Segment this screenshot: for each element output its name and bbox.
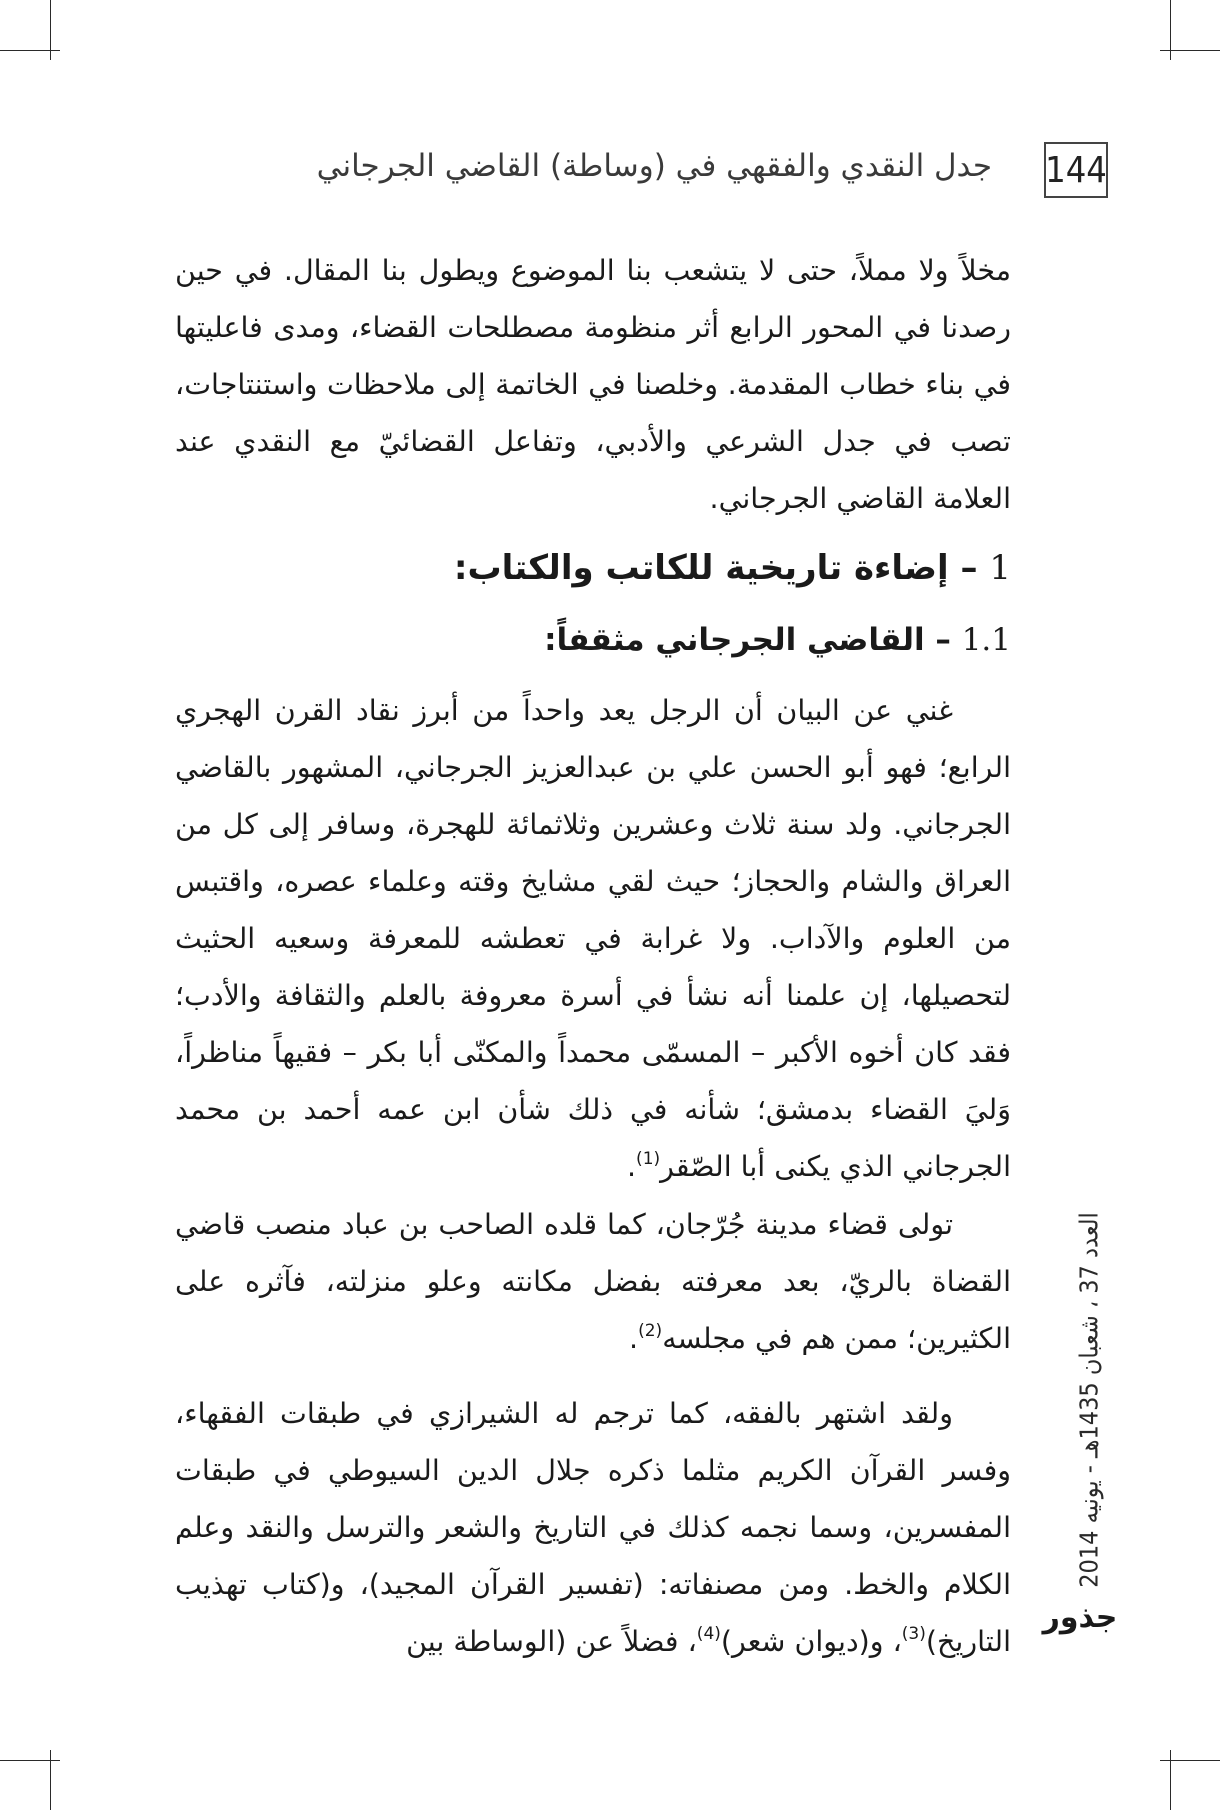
paragraph-1-end: . <box>626 1150 637 1183</box>
crop-mark <box>1160 1760 1220 1761</box>
paragraph-3-text-a: ولقد اشتهر بالفقه، كما ترجم له الشيرازي في طبقات الفقهاء، وفسر القرآن الكريم مثلما ذكره جلال الدين السيوطي في طبقات المفسرين، وسما نجمه كذلك في التاريخ والشعر والترسل والنقد وعلم الكلام والخط. ومن مصنفاته: (تفسير القرآن المجيد)، و(كتاب تهذيب التاريخ) <box>175 1397 1011 1658</box>
paragraph-1-block <box>175 682 1011 1195</box>
section-title: إضاءة تاريخية للكاتب والكتاب: <box>453 548 949 588</box>
intro-paragraph-block <box>175 242 1011 527</box>
section-heading: 1 – إضاءة تاريخية للكاتب والكتاب: <box>453 548 1011 588</box>
footnote-ref[interactable]: (4) <box>696 1624 721 1644</box>
paragraph-2-text: تولى قضاء مدينة جُرّجان، كما قلده الصاحب بن عباد منصب قاضي القضاة بالريّ، بعد معرفته بفضل مكانته وعلو منزلته، فآثره على الكثيرين؛ ممن هم في مجلسه <box>175 1208 1011 1355</box>
crop-mark <box>1160 50 1220 51</box>
paragraph-1 <box>175 682 1011 1195</box>
paragraph-3-block <box>175 1385 1011 1670</box>
paragraph-2-end: . <box>629 1322 639 1355</box>
subsection-heading: 1.1 – القاضي الجرجاني مثقفاً: <box>544 622 1011 658</box>
section-number: 1 <box>989 548 1011 588</box>
paragraph-2 <box>175 1196 1011 1367</box>
crop-mark <box>0 50 60 51</box>
subsection-title: القاضي الجرجاني مثقفاً: <box>544 622 925 658</box>
footnote-ref[interactable]: (3) <box>901 1624 926 1644</box>
crop-mark <box>50 0 51 60</box>
journal-logo: جذور <box>1042 1600 1118 1635</box>
paragraph-3-text-c: ، فضلاً عن (الوساطة بين <box>406 1625 697 1658</box>
footnote-ref[interactable]: (1) <box>636 1149 661 1169</box>
crop-mark <box>50 1750 51 1810</box>
paragraph-3-text-b: ، و(ديوان شعر) <box>720 1625 902 1658</box>
paragraph-1-text: غني عن البيان أن الرجل يعد واحداً من أبرز نقاد القرن الهجري الرابع؛ فهو أبو الحسن علي بن عبدالعزيز الجرجاني، المشهور بالقاضي الجرجاني. ولد سنة ثلاث وعشرين وثلاثمائة للهجرة، وسافر إلى كل من العراق والشام والحجاز؛ حيث لقي مشايخ وقته وعلماء عصره، واقتبس من العلوم والآداب. ولا غرابة في تعطشه للمعرفة وسعيه الحثيث لتحصيلها، إن علمنا أنه نشأ في أسرة معروفة بالعلم والثقافة والأدب؛ فقد كان أخوه الأكبر – المسمّى محمداً والمكنّى أبا بكر – فقيهاً مناظراً، وَليَ القضاء بدمشق؛ شأنه في ذلك شأن ابن عمه أحمد بن محمد الجرجاني الذي يكنى أبا الصّقر <box>175 694 1011 1183</box>
page-number: 144 <box>1044 142 1108 198</box>
issue-info: العدد 37 ، شعبان 1435هـ - يونيه 2014 <box>1074 1212 1104 1588</box>
running-title: جدل النقدي والفقهي في (وساطة) القاضي الجرجاني <box>316 148 992 184</box>
crop-mark <box>1170 1750 1171 1810</box>
paragraph-2-block <box>175 1196 1011 1367</box>
subsection-number: 1.1 <box>961 622 1011 658</box>
footnote-ref[interactable]: (2) <box>638 1321 663 1341</box>
intro-paragraph: مخلاً ولا مملاً، حتى لا يتشعب بنا الموضوع ويطول بنا المقال. في حين رصدنا في المحور الرابع أثر منظومة مصطلحات القضاء، ومدى فاعليتها في بناء خطاب المقدمة. وخلصنا في الخاتمة إلى ملاحظات واستنتاجات، تصب في جدل الشرعي والأدبي، وتفاعل القضائيّ مع النقدي عند العلامة القاضي الجرجاني. <box>175 254 1011 515</box>
crop-mark <box>0 1760 60 1761</box>
crop-mark <box>1170 0 1171 60</box>
paragraph-3 <box>175 1385 1011 1670</box>
